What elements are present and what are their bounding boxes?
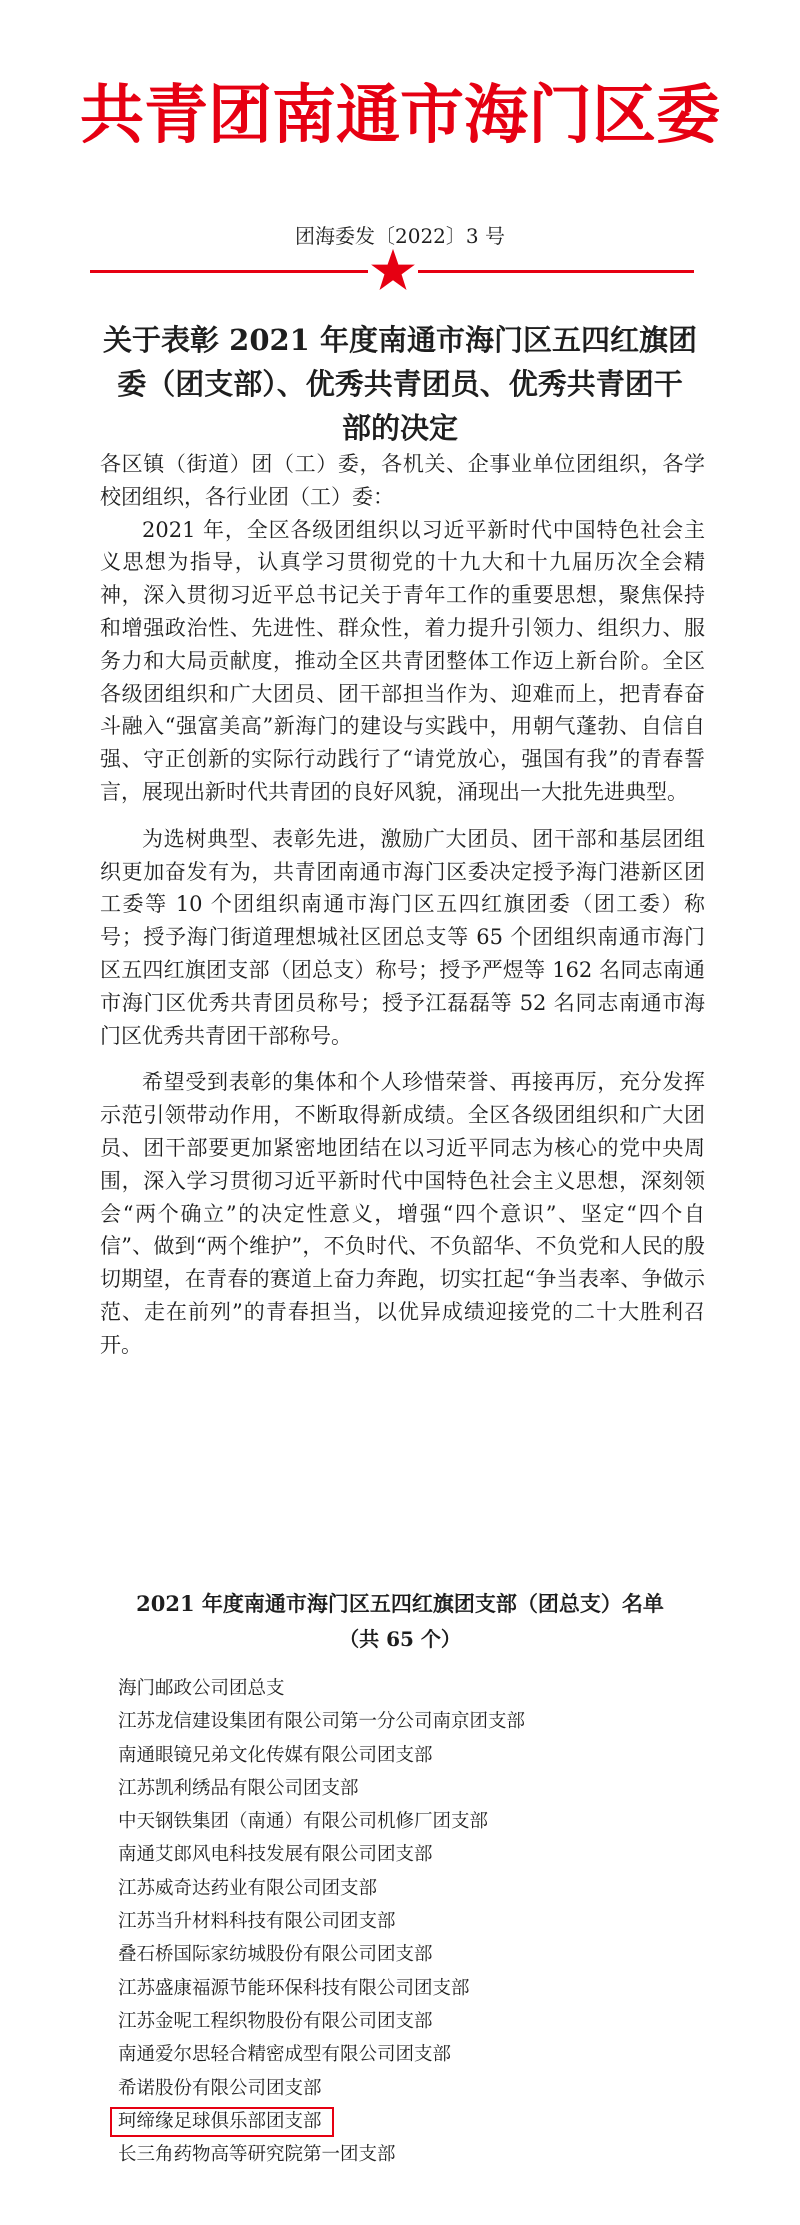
list-item-label: 叠石桥国际家纺城股份有限公司团支部	[118, 1944, 433, 1966]
body-paragraph: 希望受到表彰的集体和个人珍惜荣誉、再接再厉，充分发挥示范引领带动作用，不断取得新成绩。全区各级团组织和广大团员、团干部要更加紧密地团结在以习近平同志为核心的党中央周围，深入学习贯彻习近平新时代中国特色社会主义思想，深刻领会“两个确立”的决定性意义，增强“四个意识”、坚定“四个自信”、做到“两个维护”，不负时代、不负韶华、不负党和人民的殷切期望，在青春的赛道上奋力奔跑，切实扛起“争当表率、争做示范、走在前列”的青春担当，以优异成绩迎接党的二十大胜利召开。	[100, 1070, 705, 1357]
list-item	[118, 1938, 718, 1971]
list-item	[118, 1838, 718, 1871]
list-item-label: 南通眼镜兄弟文化传媒有限公司团支部	[118, 1744, 433, 1766]
document-title	[100, 318, 700, 450]
list-item	[118, 2038, 718, 2071]
list-item-label: 中天钢铁集团（南通）有限公司机修厂团支部	[118, 1811, 489, 1833]
document-body	[100, 448, 705, 1362]
list-item	[118, 1872, 718, 1905]
list-item-label: 南通爱尔思轻合精密成型有限公司团支部	[118, 2044, 452, 2066]
title-line: 部的决定	[341, 411, 458, 445]
list-item	[118, 1705, 718, 1738]
list-item	[118, 1672, 718, 1705]
list-item	[118, 1772, 718, 1805]
list-item	[118, 1805, 718, 1838]
list-item-label: 江苏金呢工程织物股份有限公司团支部	[118, 2010, 433, 2032]
list-item	[118, 1972, 718, 2005]
list-item-highlighted	[118, 2105, 718, 2138]
title-line: 关于表彰 2021 年度南通市海门区五四红旗团	[103, 323, 697, 357]
list-item-label: 南通艾郎风电科技发展有限公司团支部	[118, 1844, 433, 1866]
unit-list	[118, 1672, 718, 2171]
list-item-label: 长三角药物高等研究院第一团支部	[118, 2144, 396, 2166]
list-item	[118, 2138, 718, 2171]
list-item-label: 江苏凯利绣品有限公司团支部	[118, 1777, 359, 1799]
list-count: （共 65 个）	[339, 1627, 461, 1651]
list-item	[118, 2072, 718, 2105]
list-item-label: 珂缔缘足球俱乐部团支部	[110, 2107, 334, 2137]
document-number: 团海委发〔2022〕3 号	[295, 224, 505, 248]
list-item-label: 希诺股份有限公司团支部	[118, 2077, 322, 2099]
red-star-icon	[370, 247, 416, 293]
list-item-label: 江苏盛康福源节能环保科技有限公司团支部	[118, 1977, 470, 1999]
list-item-label: 江苏威奇达药业有限公司团支部	[118, 1877, 378, 1899]
body-paragraph: 为选树典型、表彰先进，激励广大团员、团干部和基层团组织更加奋发有为，共青团南通市海门区委决定授予海门港新区团工委等 10 个团组织南通市海门区五四红旗团委（团工委）称号；授予海门街道理想城社区团总支等 65 个团组织南通市海门区五四红旗团支部（团总支）称号；授予严煜等 162 名同志南通市海门区优秀共青团员称号；授予江磊磊等 52 名同志南通市海门区优秀共青团干部称号。	[100, 826, 705, 1048]
list-item	[118, 1905, 718, 1938]
list-title: 2021 年度南通市海门区五四红旗团支部（团总支）名单	[136, 1591, 664, 1616]
list-item-label: 江苏龙信建设集团有限公司第一分公司南京团支部	[118, 1711, 526, 1733]
list-item-label: 江苏当升材料科技有限公司团支部	[118, 1911, 396, 1933]
red-divider-right	[418, 270, 694, 273]
masthead-title: 共青团南通市海门区委	[80, 79, 720, 153]
body-paragraph: 2021 年，全区各级团组织以习近平新时代中国特色社会主义思想为指导，认真学习贯彻党的十九大和十九届历次全会精神，深入贯彻习近平总书记关于青年工作的重要思想，聚焦保持和增强政治性、先进性、群众性，着力提升引领力、组织力、服务力和大局贡献度，推动全区共青团整体工作迈上新台阶。全区各级团组织和广大团员、团干部担当作为、迎难而上，把青春奋斗融入“强富美高”新海门的建设与实践中，用朝气蓬勃、自信自强、守正创新的实际行动践行了“请党放心，强国有我”的青春誓言，展现出新时代共青团的良好风貌，涌现出一大批先进典型。	[100, 517, 705, 804]
title-line: 委（团支部）、优秀共青团员、优秀共青团干	[117, 367, 683, 401]
list-item	[118, 1739, 718, 1772]
list-item-label: 海门邮政公司团总支	[118, 1678, 285, 1699]
salutation: 各区镇（街道）团（工）委，各机关、企事业单位团组织，各学校团组织，各行业团（工）委：	[100, 452, 705, 509]
list-item	[118, 2005, 718, 2038]
red-divider-left	[90, 270, 368, 273]
